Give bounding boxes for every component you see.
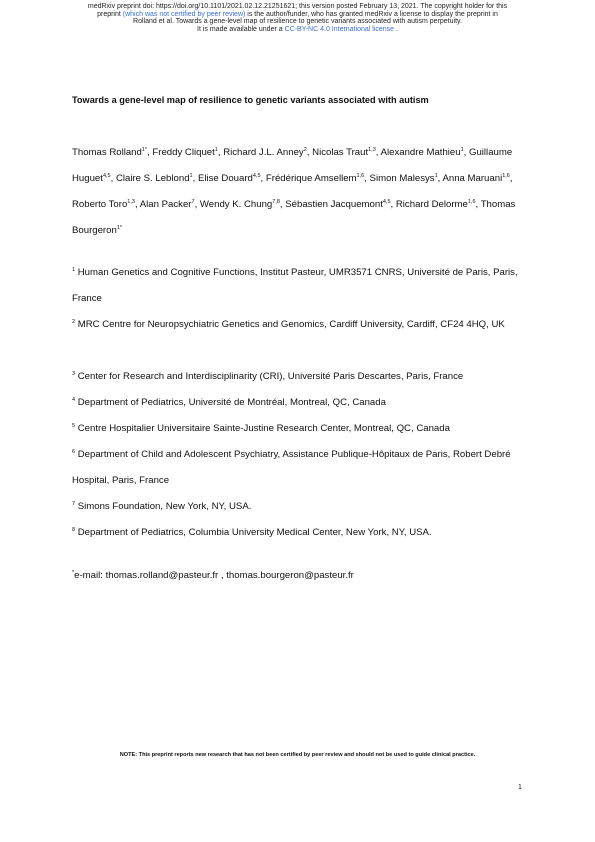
author-separator: , <box>463 147 469 158</box>
author-affiliation-mark: 1 <box>460 146 464 153</box>
header-text: It is made available under a <box>197 26 285 33</box>
author-affiliation-mark: 1 <box>434 172 438 179</box>
author-name: Simon Malesys <box>369 173 435 184</box>
author-separator: , <box>134 199 140 210</box>
author-name: Freddy Cliquet <box>152 147 215 158</box>
affiliation-number: 6 <box>72 448 76 455</box>
author-name: Frédérique Amsellem <box>265 173 357 184</box>
author-separator: , <box>364 173 370 184</box>
license-line <box>55 26 540 34</box>
preprint-note: NOTE: This preprint reports new research that has not been certified by peer review and should not be used to guide clinical practice. <box>119 752 476 758</box>
author-affiliation-mark: 7,8 <box>272 198 280 205</box>
author-separator: , <box>110 173 116 184</box>
page-number: 1 <box>518 784 522 791</box>
affiliation-text: Department of Pediatrics, Université de Montréal, Montreal, QC, Canada <box>75 397 386 408</box>
author-affiliation-mark: 1,6 <box>356 172 365 179</box>
affiliation-text: Centre Hospitalier Universitaire Sainte-Justine Research Center, Montreal, QC, Canada <box>75 423 450 434</box>
author-name: Alan Packer <box>139 199 192 210</box>
affiliation-text: Department of Pediatrics, Columbia University Medical Center, New York, NY, USA. <box>75 527 432 538</box>
author-separator: , <box>437 173 443 184</box>
author-name: Nicolas Traut <box>312 147 369 158</box>
author-name: Sébastien Jacquemont <box>285 199 383 210</box>
affiliation-text: Human Genetics and Cognitive Functions, Institut Pasteur, UMR3571 CNRS, Université de Paris, Paris, France <box>72 267 518 304</box>
affiliation-text: Center for Research and Interdisciplinarity (CRI), Université Paris Descartes, Paris, France <box>75 371 464 382</box>
author-affiliation-mark: 4,5 <box>382 198 391 205</box>
affiliation-item <box>72 260 532 312</box>
corresponding-email <box>72 570 354 581</box>
author-affiliation-mark: 1,3 <box>127 198 135 205</box>
affiliation-number: 4 <box>72 396 76 403</box>
author-name: Thomas Rolland <box>72 147 142 158</box>
author-separator: , <box>192 173 198 184</box>
author-separator: , <box>475 199 481 210</box>
author-name: Richard Delorme <box>395 199 468 210</box>
cc-license-link[interactable]: CC-BY-NC 4.0 International license <box>284 26 395 33</box>
author-separator: , <box>375 147 381 158</box>
paper-title: Towards a gene-level map of resilience to genetic variants associated with autism <box>72 95 429 105</box>
author-affiliation-mark: 4,5 <box>102 172 111 179</box>
author-separator: , <box>260 173 266 184</box>
preprint-header-doi: medRxiv preprint doi: https://doi.org/10.1101/2021.02.12.21251621; this version posted February 13, 2021. The copyright holder for this <box>87 3 508 10</box>
affiliation-number: 3 <box>72 370 76 377</box>
affiliation-item <box>72 520 532 546</box>
affiliation-number: 2 <box>72 318 76 325</box>
author-separator: , <box>147 147 153 158</box>
author-separator: , <box>194 199 200 210</box>
author-separator: , <box>279 199 286 210</box>
affiliation-text: Department of Child and Adolescent Psychiatry, Assistance Publique-Hôpitaux de Paris, Robert Debré Hospital, Paris, France <box>72 449 511 486</box>
author-separator: , <box>217 147 224 158</box>
author-affiliation-mark: 1* <box>116 224 123 231</box>
peer-review-link[interactable]: (which was not certified by peer review) <box>122 11 246 18</box>
affiliation-number: 8 <box>72 526 76 533</box>
affiliation-number: 1 <box>72 266 76 273</box>
affiliation-item <box>72 494 532 520</box>
author-name: Richard J.L. Anney <box>223 147 304 158</box>
affiliation-text: Simons Foundation, New York, NY, USA. <box>75 501 252 512</box>
affiliation-item <box>72 416 532 442</box>
affiliation-item <box>72 364 532 390</box>
author-name: Anna Maruani <box>442 173 503 184</box>
author-affiliation-mark: 1,6 <box>502 172 510 179</box>
email-text: e-mail: thomas.rolland@pasteur.fr , thomas.bourgeron@pasteur.fr <box>74 570 354 582</box>
author-separator: , <box>390 199 396 210</box>
author-name: Guillaume Huguet <box>72 147 513 184</box>
author-affiliation-mark: 1,6 <box>467 198 476 205</box>
header-text: . <box>394 26 398 33</box>
author-affiliation-mark: 1 <box>189 172 193 179</box>
author-affiliation-mark: 7 <box>191 198 195 205</box>
corresponding-mark: * <box>72 570 75 576</box>
author-name: Wendy K. Chung <box>199 199 273 210</box>
author-separator: , <box>509 173 513 184</box>
affiliation-number: 5 <box>72 422 76 429</box>
affiliation-item <box>72 312 532 338</box>
author-name: Claire S. Leblond <box>115 173 190 184</box>
author-affiliation-mark: 1 <box>214 146 218 153</box>
author-affiliation-mark: 1,3 <box>368 146 376 153</box>
author-name: Alexandre Mathieu <box>380 147 461 158</box>
header-text: preprint <box>97 11 123 18</box>
author-affiliation-mark: 4,5 <box>252 172 261 179</box>
affiliation-item <box>72 442 532 494</box>
affiliation-text: MRC Centre for Neuropsychiatric Genetics and Genomics, Cardiff University, Cardiff, CF24 4HQ, UK <box>75 319 505 330</box>
author-name: Elise Douard <box>197 173 253 184</box>
author-list <box>72 140 532 244</box>
author-affiliation-mark: 2 <box>303 146 307 153</box>
author-name: Thomas Bourgeron <box>72 199 516 236</box>
header-text: is the author/funder, who has granted medRxiv a license to display the preprint in <box>245 11 498 18</box>
affiliation-number: 7 <box>72 500 76 507</box>
affiliation-item <box>72 390 532 416</box>
running-head: Rolland et al. Towards a gene-level map of resilience to genetic variants associated with autism perpetuity. <box>133 18 462 25</box>
author-separator: , <box>306 147 313 158</box>
author-affiliation-mark: 1* <box>141 146 148 153</box>
author-name: Roberto Toro <box>72 199 128 210</box>
